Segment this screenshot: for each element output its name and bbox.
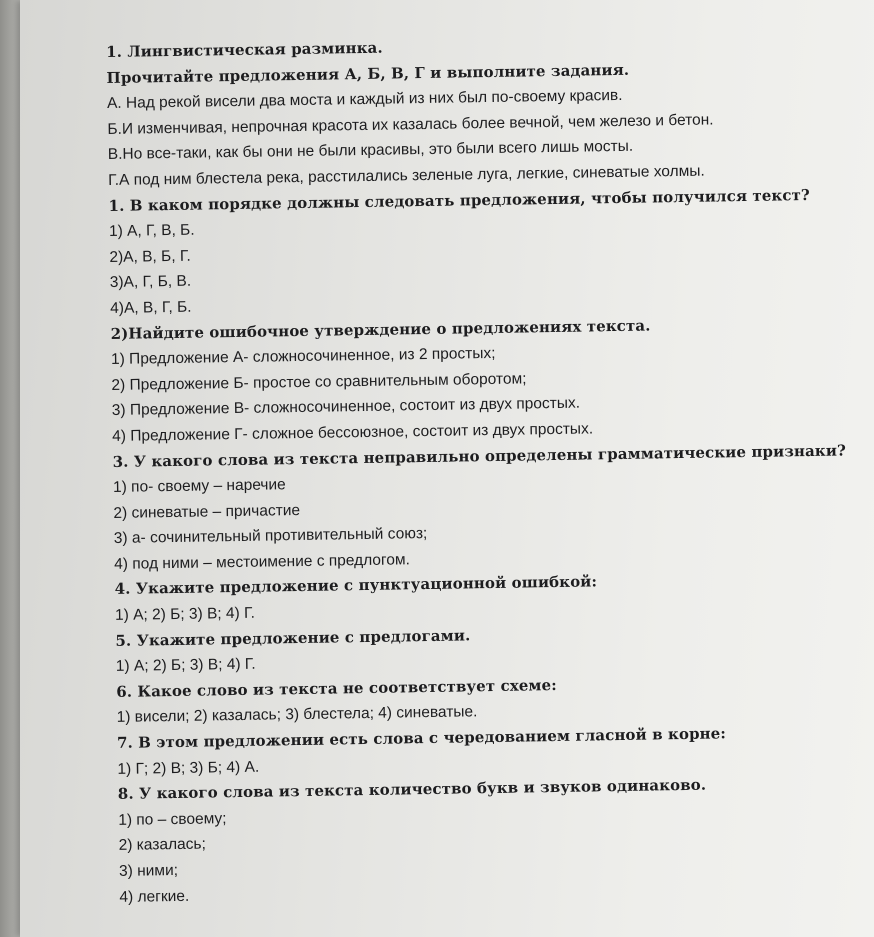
question-4-title: 4. Укажите предложение с пунктуационной ошибкой:	[114, 572, 598, 599]
question-3-title: 3. У какого слова из текста неправильно определены грамматические признаки?	[112, 440, 847, 471]
worksheet-content	[106, 28, 874, 910]
worksheet-heading: 1. Лингвистическая разминка.	[106, 38, 383, 61]
question-1-option: 1) А, Г, В, Б.	[108, 221, 195, 241]
question-8-title: 8. У какого слова из текста количество букв и звуков одинаково.	[117, 775, 707, 804]
question-2-option: 4) Предложение Г- сложное бессоюзное, состоит из двух простых.	[112, 420, 594, 445]
question-2-title: 2)Найдите ошибочное утверждение о предложениях текста.	[110, 316, 651, 343]
background-edge	[0, 0, 22, 937]
question-6-title: 6. Какое слово из текста не соответствует схеме:	[116, 675, 557, 701]
question-8-option: 1) по – своему;	[118, 810, 227, 829]
worksheet-intro: Прочитайте предложения А, Б, В, Г и выполните задания.	[106, 60, 630, 87]
sentence-g: Г.А под ним блестела река, расстилались зеленые луга, легкие, синеватые холмы.	[108, 162, 705, 189]
question-6-options: 1) висели; 2) казалась; 3) блестела; 4) синеватые.	[116, 703, 478, 727]
question-1-option: 3)А, Г, Б, В.	[109, 273, 192, 292]
question-5-options: 1) А; 2) Б; 3) В; 4) Г.	[115, 655, 256, 676]
question-1-title: 1. В каком порядке должны следовать предложения, чтобы получился текст?	[108, 185, 811, 215]
question-3-option: 1) по- своему – наречие	[112, 476, 286, 497]
question-7-title: 7. В этом предложении есть слова с чередованием гласной в корне:	[116, 724, 727, 752]
question-2-option: 2) Предложение Б- простое со сравнительным оборотом;	[111, 370, 527, 394]
question-2-option: 3) Предложение В- сложносочиненное, состоит из двух простых.	[111, 394, 581, 420]
question-8-option: 2) казалась;	[118, 835, 206, 855]
sentence-a: А. Над рекой висели два моста и каждый из них был по-своему красив.	[106, 87, 623, 113]
question-3-option: 3) а- сочинительный противительный союз;	[113, 525, 428, 548]
sentence-v: В.Но все-таки, как бы они не были красивы, это были всего лишь мосты.	[107, 138, 634, 164]
question-2-option: 1) Предложение А- сложносочиненное, из 2 простых;	[110, 345, 496, 369]
question-3-option: 2) синеватые – причастие	[113, 501, 301, 522]
question-3-option: 4) под ними – местоимение с предлогом.	[114, 551, 411, 573]
paper-sheet	[20, 0, 874, 937]
question-8-option: 4) легкие.	[119, 887, 190, 906]
question-8-option: 3) ними;	[118, 861, 179, 880]
question-5-title: 5. Укажите предложение с предлогами.	[115, 626, 471, 650]
question-7-options: 1) Г; 2) В; 3) Б; 4) А.	[117, 758, 260, 778]
question-1-option: 2)А, В, Б, Г.	[109, 247, 191, 266]
question-1-option: 4)А, В, Г, Б.	[110, 298, 192, 317]
sentence-b: Б.И изменчивая, непрочная красота их казалась более вечной, чем железо и бетон.	[107, 111, 714, 138]
question-4-options: 1) А; 2) Б; 3) В; 4) Г.	[114, 604, 256, 624]
